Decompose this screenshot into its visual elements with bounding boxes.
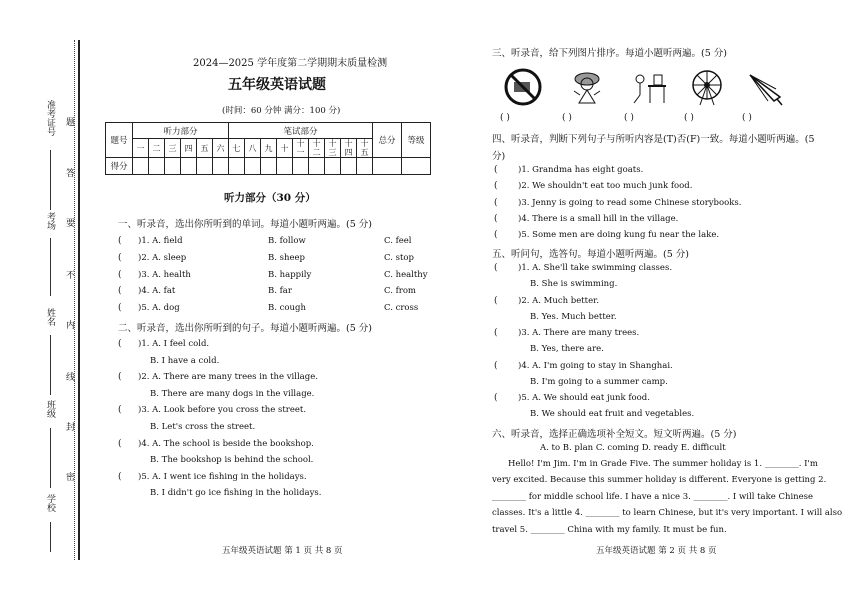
student-name-label: 姓名: [45, 308, 55, 326]
score-cell[interactable]: [197, 158, 213, 175]
question-number-cell: 十一: [293, 139, 309, 158]
score-cell[interactable]: [213, 158, 229, 175]
answer-paren[interactable]: (: [494, 360, 498, 371]
option-b: B. sheep: [268, 252, 305, 263]
answer-paren[interactable]: (: [494, 263, 498, 273]
option-b: B. Yes, there are.: [530, 344, 604, 355]
option-c: C. feel: [384, 236, 412, 246]
cut-mark: 内: [66, 321, 76, 331]
statement-text: )1. Grandma has eight goats.: [518, 165, 644, 175]
answer-paren[interactable]: (: [118, 252, 122, 263]
passage-line: ________ for middle school life. I have a nice 3. ________. I will take Chinese: [492, 491, 814, 502]
option-b: B. far: [268, 286, 292, 297]
picture-answer-paren[interactable]: ( ): [500, 113, 510, 123]
option-a: )1. A. field: [138, 236, 183, 246]
picture-answer-paren[interactable]: ( ): [684, 113, 694, 123]
page-title: 五年级英语试题: [228, 77, 326, 93]
answer-paren[interactable]: (: [494, 213, 498, 224]
statement-text: )4. There is a small hill in the village.: [518, 213, 679, 224]
answer-paren[interactable]: (: [494, 393, 498, 403]
answer-paren[interactable]: (: [118, 236, 122, 246]
option-b: B. I'm going to a summer camp.: [530, 376, 668, 387]
part3-instruction: 三、听录音，给下列图片排序。每道小题听两遍。(5 分): [492, 48, 727, 59]
school-line: [50, 522, 51, 552]
cut-mark: 答: [66, 169, 76, 179]
written-group-header: 笔试部分: [229, 123, 373, 139]
cut-mark: 不: [66, 271, 76, 281]
picture-answer-paren[interactable]: ( ): [624, 113, 634, 123]
score-cell[interactable]: [277, 158, 293, 175]
passage-line: very excited. Because this summer holiday is different. Everyone is getting 2.: [492, 475, 827, 486]
option-a: )4. A. fat: [138, 286, 176, 297]
part4-instruction-cont: 分): [492, 151, 506, 162]
score-cell[interactable]: [165, 158, 181, 175]
option-c: C. healthy: [384, 269, 428, 280]
part6-instruction: 六、听录音，选择正确选项补全短文。短文听两遍。(5 分): [492, 429, 737, 440]
no-junk-food-sign-icon: [502, 67, 544, 107]
exam-number-label: 准考证号: [45, 100, 55, 136]
score-cell[interactable]: [229, 158, 245, 175]
option-c: C. stop: [384, 252, 414, 263]
question-number-cell: 二: [149, 139, 165, 158]
score-cell[interactable]: [341, 158, 357, 175]
option-a: )2. A. sleep: [138, 252, 187, 263]
option-a: )2. A. Much better.: [518, 295, 599, 306]
answer-paren[interactable]: (: [118, 405, 122, 416]
page2-footer: 五年级英语试题 第 2 页 共 8 页: [596, 546, 717, 556]
passage-line: travel 5. ________ China with my family. It must be fun.: [492, 524, 727, 535]
question-number-cell: 九: [261, 139, 277, 158]
binding-margin: [0, 0, 90, 608]
answer-paren[interactable]: (: [118, 471, 122, 482]
exam-room-line: [50, 238, 51, 296]
question-number-cell: 五: [197, 139, 213, 158]
question-number-cell: 十二: [309, 139, 325, 158]
school-label: 学校: [45, 494, 55, 512]
question-number-cell: 十三: [325, 139, 341, 158]
picture-answer-paren[interactable]: ( ): [562, 113, 572, 123]
part1-instruction: 一、听录音，选出你所听到的单词。每道小题听两遍。(5 分): [118, 219, 372, 230]
answer-paren[interactable]: (: [494, 181, 498, 192]
question-number-cell: 三: [165, 139, 181, 158]
question-number-cell: 七: [229, 139, 245, 158]
answer-paren[interactable]: (: [494, 295, 498, 306]
passage-line: Hello! I'm Jim. I'm in Grade Five. The summer holiday is 1. ________. I'm: [508, 459, 818, 469]
option-b: B. happily: [268, 269, 312, 280]
cut-mark: 题: [66, 118, 76, 128]
option-b: B. Yes. Much better.: [530, 311, 617, 322]
answer-paren[interactable]: (: [494, 328, 498, 338]
option-a: )4. A. The school is beside the bookshop.: [138, 438, 314, 449]
question-number-cell: 十五: [357, 139, 373, 158]
answer-paren[interactable]: (: [118, 339, 122, 349]
answer-paren[interactable]: (: [118, 303, 122, 314]
score-cell[interactable]: [402, 158, 431, 175]
option-b: B. follow: [268, 236, 306, 246]
option-a: )5. A. dog: [138, 303, 180, 314]
answer-paren[interactable]: (: [118, 438, 122, 449]
cut-mark: 线: [66, 373, 76, 383]
question-number-cell: 十四: [341, 139, 357, 158]
listening-section-heading: 听力部分（30 分）: [224, 192, 316, 204]
question-number-cell: 八: [245, 139, 261, 158]
option-a: )2. A. There are many trees in the village.: [138, 372, 318, 383]
score-cell[interactable]: [373, 158, 402, 175]
cut-mark: 密: [66, 473, 76, 483]
option-b: B. cough: [268, 303, 306, 314]
answer-paren[interactable]: (: [494, 165, 498, 175]
total-header: 总分: [373, 123, 402, 158]
ferris-wheel-icon: [686, 67, 728, 107]
student-name-line: [50, 335, 51, 395]
option-c: C. from: [384, 286, 416, 297]
question-number-cell: 四: [181, 139, 197, 158]
question-number-cell: 一: [133, 139, 149, 158]
statement-text: )3. Jenny is going to read some Chinese storybooks.: [518, 197, 742, 208]
question-number-cell: 六: [213, 139, 229, 158]
exam-number-line: [50, 150, 51, 210]
option-a: )5. A. I went ice fishing in the holidays.: [138, 471, 307, 482]
answer-paren[interactable]: (: [118, 372, 122, 383]
statement-text: )5. Some men are doing kung fu near the lake.: [518, 230, 720, 241]
option-a: )3. A. There are many trees.: [518, 328, 640, 338]
binding-line: [78, 40, 80, 560]
option-a: )4. A. I'm going to stay in Shanghai.: [518, 360, 673, 371]
page1-footer: 五年级英语试题 第 1 页 共 8 页: [222, 546, 343, 556]
score-cell[interactable]: [309, 158, 325, 175]
umbrella-icon: [744, 67, 786, 107]
option-a: )1. A. She'll take swimming classes.: [518, 263, 673, 273]
option-b: B. I didn't go ice fishing in the holidays.: [150, 488, 322, 499]
option-a: )5. A. We should eat junk food.: [518, 393, 650, 403]
option-b: B. I have a cold.: [150, 355, 220, 366]
option-c: C. cross: [384, 303, 419, 314]
student-at-desk-icon: [628, 67, 670, 107]
answer-paren[interactable]: (: [494, 197, 498, 208]
class-label: 班级: [45, 400, 55, 418]
part6-options: A. to B. plan C. coming D. ready E. difficult: [540, 443, 726, 453]
option-a: )3. A. Look before you cross the street.: [138, 405, 307, 416]
time-info: (时间：60 分钟 满分：100 分): [222, 106, 341, 116]
score-cell[interactable]: [181, 158, 197, 175]
cut-line-dotted: [74, 40, 75, 560]
score-cell[interactable]: [357, 158, 373, 175]
score-cell[interactable]: [245, 158, 261, 175]
answer-paren[interactable]: (: [494, 230, 498, 241]
exam-header: 2024—2025 学年度第二学期期末质量检测: [193, 58, 388, 69]
part5-instruction: 五、听问句，选答句。每道小题听两遍。(5 分): [492, 249, 689, 260]
score-table-row-header: 题号: [106, 123, 133, 158]
option-b: B. There are many dogs in the village.: [150, 388, 315, 399]
part2-instruction: 二、听录音，选出你所听到的句子。每道小题听两遍。(5 分): [118, 323, 372, 334]
answer-paren[interactable]: (: [118, 269, 122, 280]
passage-line: classes. It's a little 4. ________ to learn Chinese, but it's very important. I will also: [492, 508, 843, 519]
score-cell[interactable]: [261, 158, 277, 175]
option-b: B. Let's cross the street.: [150, 422, 256, 432]
exam-room-label: 考场: [45, 212, 55, 230]
option-b: B. The bookshop is behind the school.: [150, 455, 314, 466]
option-b: B. We should eat fruit and vegetables.: [530, 409, 695, 420]
option-a: )1. A. I feel cold.: [138, 339, 210, 349]
picture-answer-paren[interactable]: ( ): [742, 113, 752, 123]
score-cell[interactable]: [149, 158, 165, 175]
score-table: [105, 122, 431, 175]
grade-header: 等级: [402, 123, 431, 158]
cut-mark: 要: [66, 219, 76, 229]
score-cell[interactable]: [133, 158, 149, 175]
score-cell[interactable]: [293, 158, 309, 175]
statement-text: )2. We shouldn't eat too much junk food.: [518, 181, 693, 192]
listening-group-header: 听力部分: [133, 123, 229, 139]
score-row-header: 得分: [106, 158, 133, 175]
cut-mark: 封: [66, 423, 76, 433]
option-b: B. She is swimming.: [530, 279, 618, 290]
score-cell[interactable]: [325, 158, 341, 175]
question-number-cell: 十: [277, 139, 293, 158]
class-line: [50, 428, 51, 488]
part4-instruction: 四、听录音，判断下列句子与所听内容是(T)否(F)一致。每道小题听两遍。(5: [492, 134, 815, 145]
option-a: )3. A. health: [138, 269, 191, 280]
girl-with-hat-icon: [566, 67, 608, 107]
answer-paren[interactable]: (: [118, 286, 122, 297]
